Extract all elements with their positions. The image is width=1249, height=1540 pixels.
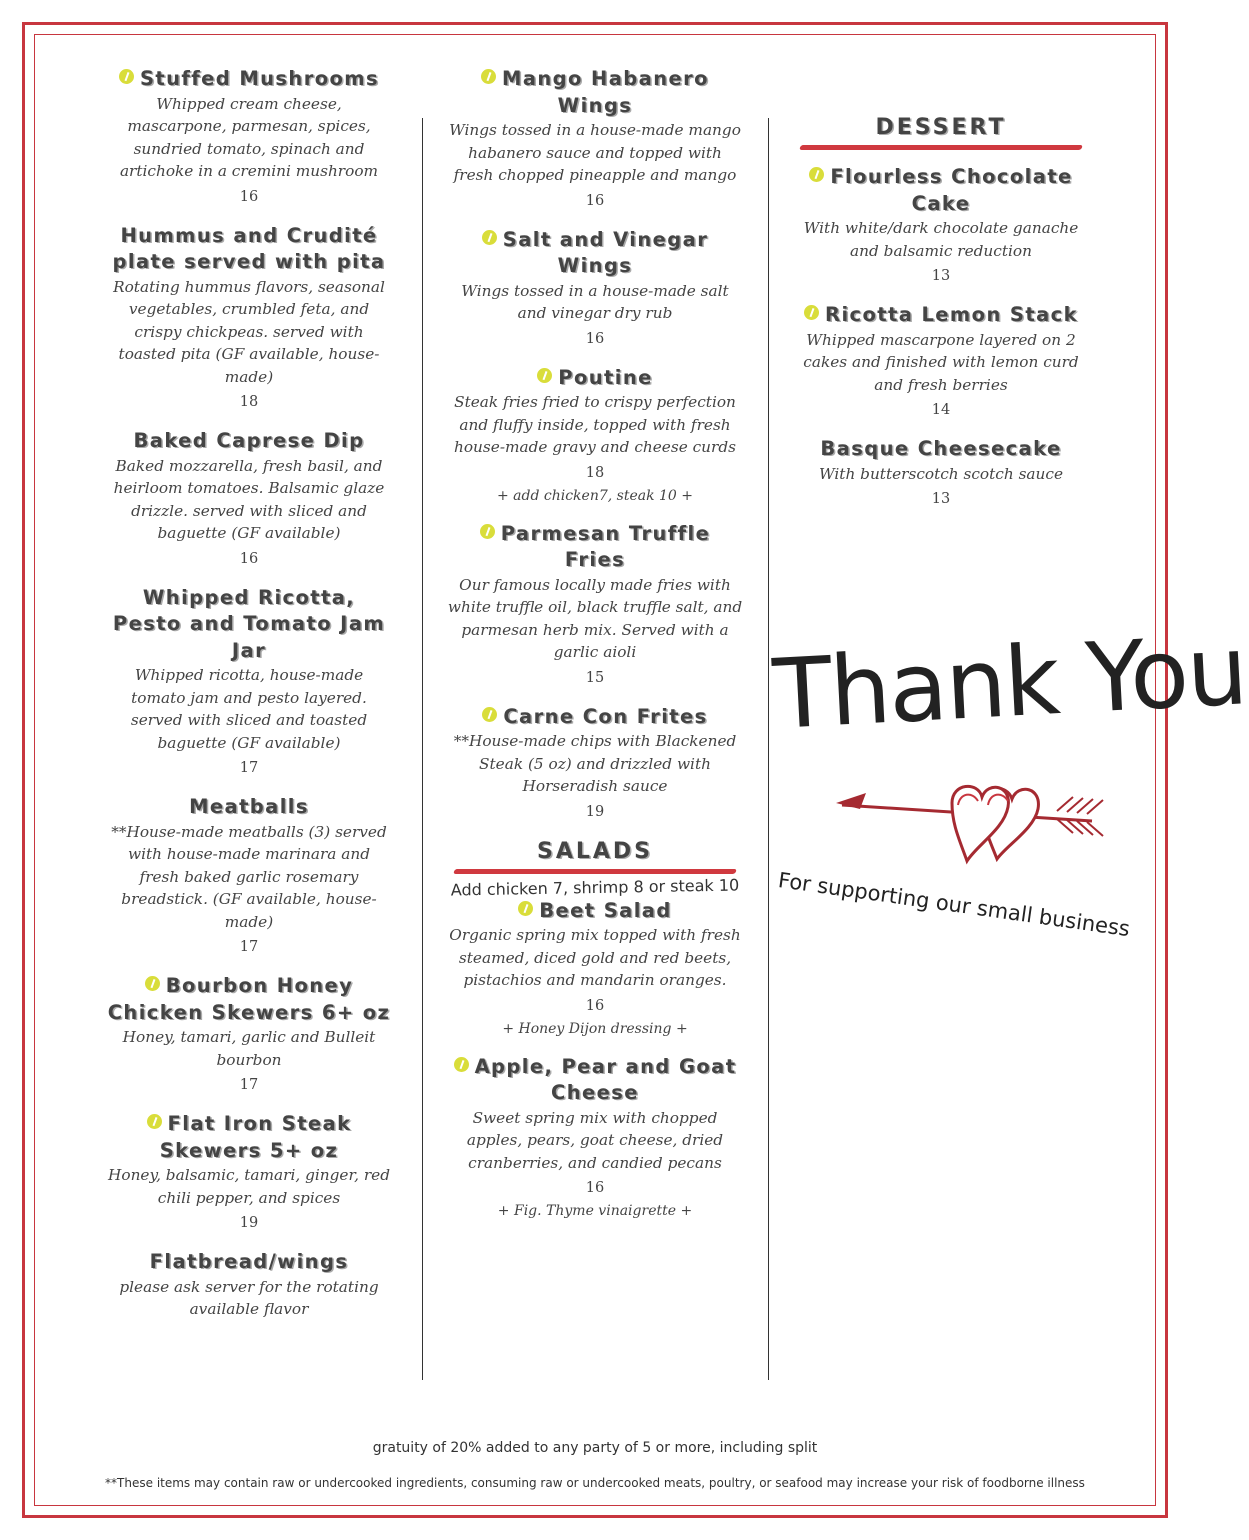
item-description: Whipped ricotta, house-made tomato jam and pesto layered. served with sliced and toasted baguette (GF available) [130, 666, 368, 752]
item-description: Sweet spring mix with chopped apples, pears, goat cheese, dried cranberries, and candied pecans [466, 1108, 724, 1172]
item-name: Mango Habanero Wings [502, 67, 709, 117]
item-price: 16 [585, 192, 605, 209]
menu-item-stuffed-mushrooms [106, 66, 392, 209]
item-name: Hummus and Crudité plate served with pita [112, 223, 386, 273]
thank-you-text: Thank You [770, 614, 1249, 751]
menu-item-whipped-ricotta [106, 585, 392, 781]
menu-item-chicken-skewers [106, 973, 392, 1097]
menu-item-ricotta-lemon-stack [796, 302, 1086, 422]
dessert-column [796, 114, 1086, 525]
menu-item-mango-wings [446, 66, 744, 213]
food-safety-disclaimer: **These items may contain raw or undercooked ingredients, consuming raw or undercooked meats, poultry, or seafood may increase your risk of foodborne illness [105, 1476, 1085, 1490]
item-price: 19 [585, 803, 605, 820]
item-name: Stuffed Mushrooms [139, 67, 380, 90]
item-name: Flat Iron Steak Skewers 5+ oz [159, 1112, 352, 1162]
salads-addon-note: Add chicken 7, shrimp 8 or steak 10 [450, 874, 740, 900]
item-description: Our famous locally made fries with white truffle oil, black truffle salt, and parmesan herb mix. Served with a garlic aioli [447, 575, 743, 661]
menu-item-flourless-cake [796, 164, 1086, 288]
leaf-badge-icon [482, 230, 497, 245]
item-price: 14 [931, 402, 951, 418]
item-name: Flatbread/wings [149, 1250, 349, 1273]
leaf-badge-icon [119, 69, 134, 84]
item-description: Whipped mascarpone layered on 2 cakes and finished with lemon curd and fresh berries [803, 330, 1079, 394]
leaf-badge-icon [145, 976, 160, 991]
item-description: Honey, balsamic, tamari, ginger, red chili pepper, and spices [108, 1166, 390, 1207]
menu-item-poutine [446, 365, 744, 507]
item-price: 16 [585, 997, 605, 1014]
item-price: 13 [931, 491, 951, 507]
item-name: Flourless Chocolate Cake [830, 165, 1073, 215]
item-price: 17 [239, 1077, 259, 1093]
menu-item-carne-con-frites [446, 704, 744, 824]
item-price: 16 [239, 188, 259, 205]
menu-item-basque-cheesecake [796, 436, 1086, 511]
leaf-badge-icon [454, 1057, 469, 1072]
item-price: 18 [239, 394, 259, 410]
item-name: Poutine [558, 365, 653, 389]
item-description: Steak fries fried to crispy perfection and fluffy inside, topped with fresh house-made gravy and cheese curds [454, 393, 736, 456]
item-price: 16 [585, 1180, 605, 1196]
leaf-badge-icon [480, 524, 495, 539]
item-addon: + Honey Dijon dressing + [502, 1020, 688, 1037]
salads-section [446, 838, 744, 1223]
column-divider-left [422, 118, 423, 1380]
support-text: For supporting our small business [776, 868, 1132, 942]
item-name: Bourbon Honey Chicken Skewers 6+ oz [107, 974, 391, 1024]
item-price: 17 [239, 939, 259, 955]
menu-item-apple-pear-salad [446, 1054, 744, 1223]
item-name: Whipped Ricotta, Pesto and Tomato Jam Jar [112, 585, 386, 662]
item-description: Wings tossed in a house-made salt and vinegar dry rub [461, 281, 729, 322]
item-price: 13 [931, 268, 951, 284]
item-description: With white/dark chocolate ganache and balsamic reduction [803, 219, 1079, 260]
item-name: Meatballs [189, 795, 309, 818]
menu-item-meatballs [106, 794, 392, 959]
menu-item-flatbread [106, 1249, 392, 1321]
item-price: 16 [585, 330, 605, 347]
item-name: Baked Caprese Dip [133, 429, 365, 452]
item-description: Organic spring mix topped with fresh steamed, diced gold and red beets, pistachios and mandarin oranges. [449, 926, 741, 989]
item-description: please ask server for the rotating available flavor [119, 1277, 379, 1318]
menu-item-caprese-dip [106, 428, 392, 571]
gratuity-note: gratuity of 20% added to any party of 5 or more, including split [372, 1440, 818, 1456]
menu-item-steak-skewers [106, 1111, 392, 1235]
menu-item-hummus [106, 223, 392, 415]
leaf-badge-icon [481, 69, 496, 84]
item-description: Baked mozzarella, fresh basil, and heirloom tomatoes. Balsamic glaze drizzle. served with sliced and baguette (GF available) [113, 456, 385, 542]
item-name: Beet Salad [539, 898, 672, 922]
item-description: Honey, tamari, garlic and Bulleit bourbon [122, 1028, 376, 1069]
item-name: Basque Cheesecake [820, 437, 1062, 460]
item-addon: + Fig. Thyme vinaigrette + [497, 1203, 693, 1219]
leaf-badge-icon [804, 305, 819, 320]
item-name: Apple, Pear and Goat Cheese [474, 1054, 737, 1104]
item-price: 18 [585, 464, 605, 481]
item-price: 19 [239, 1215, 259, 1231]
leaf-badge-icon [537, 368, 552, 383]
leaf-badge-icon [482, 707, 497, 722]
leaf-badge-icon [809, 167, 824, 182]
item-addon: + add chicken7, steak 10 + [496, 487, 694, 504]
item-name: Ricotta Lemon Stack [825, 303, 1078, 326]
wings-fries-salads-column [446, 66, 744, 1236]
section-title-salads: SALADS [536, 838, 654, 864]
thank-you-block [770, 614, 1249, 780]
item-name: Parmesan Truffle Fries [500, 521, 711, 571]
item-description: With butterscotch scotch sauce [818, 464, 1064, 483]
menu-item-salt-vinegar-wings [446, 227, 744, 351]
item-name: Carne Con Frites [503, 704, 708, 728]
appetizers-column [106, 66, 392, 1335]
section-title-dessert: DESSERT [875, 115, 1007, 140]
item-description: Rotating hummus flavors, seasonal vegetables, crumbled feta, and crispy chickpeas. served with toasted pita (GF available, house-made) [113, 277, 385, 386]
hearts-arrow-icon [832, 775, 1116, 871]
leaf-badge-icon [147, 1114, 162, 1129]
leaf-badge-icon [518, 901, 533, 916]
item-name: Salt and Vinegar Wings [502, 227, 709, 277]
item-description: Whipped cream cheese, mascarpone, parmesan, spices, sundried tomato, spinach and artichoke in a cremini mushroom [119, 94, 379, 180]
section-underline [799, 145, 1083, 150]
item-description: Wings tossed in a house-made mango habanero sauce and topped with fresh chopped pineapple and mango [449, 121, 741, 184]
section-underline [453, 869, 737, 874]
item-description: **House-made meatballs (3) served with house-made marinara and fresh baked garlic rosemary breadstick. (GF available, house-made) [111, 822, 387, 931]
column-divider-right [768, 118, 769, 1380]
item-price: 16 [239, 550, 259, 567]
menu-item-beet-salad [446, 898, 744, 1040]
item-description: **House-made chips with Blackened Steak (5 oz) and drizzled with Horseradish sauce [453, 732, 737, 795]
item-price: 15 [585, 669, 605, 686]
item-price: 17 [239, 760, 259, 776]
menu-item-truffle-fries [446, 521, 744, 690]
